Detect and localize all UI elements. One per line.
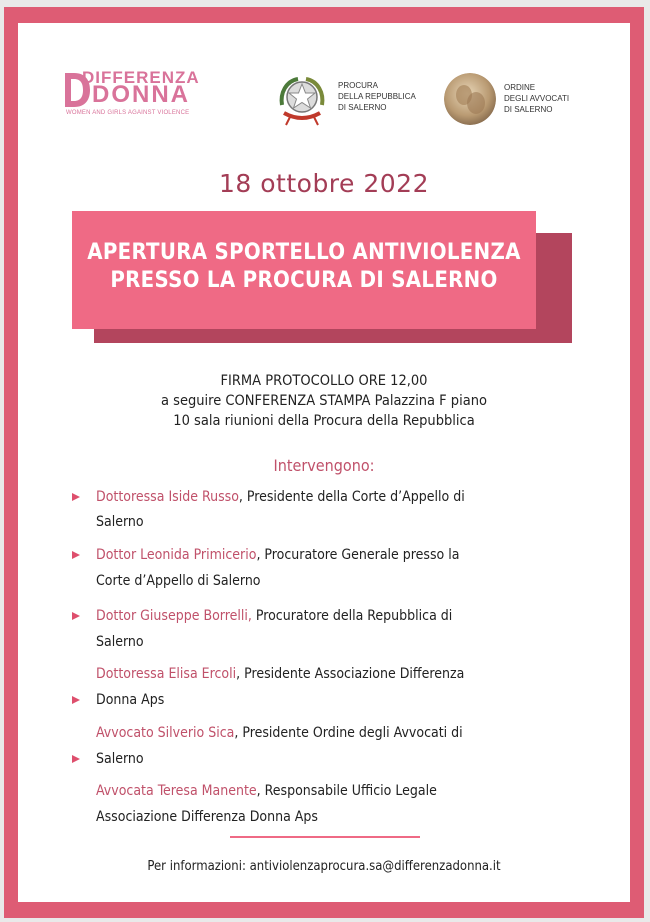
event-line1: FIRMA PROTOCOLLO ORE 12,00 [220,373,428,389]
speaker-5-line1 [96,724,463,742]
speaker-role: , Presidente della Corte d’Appello di [238,489,465,505]
ordine-line2: DEGLI AVVOCATI [504,94,570,103]
speaker-6-line2: Associazione Differenza Donna Aps [96,809,318,825]
speaker-name: Avvocata Teresa Manente [96,783,257,799]
speaker-name: Dottoressa Elisa Ercoli [96,666,237,682]
speaker-2-line1 [96,546,459,564]
title-banner [72,211,536,329]
speaker-3-line2: Salerno [96,634,144,650]
banner-title-line2: PRESSO LA PROCURA DI SALERNO [110,268,498,293]
speaker-1-line1 [96,488,465,506]
poster-content [18,23,630,902]
bullet-arrow-icon [72,696,80,704]
speaker-3-line1 [96,607,452,625]
italian-republic-emblem-icon [276,71,328,127]
speaker-name: Dottor Leonida Primicerio [96,547,257,563]
procura-line1: PROCURA [338,81,379,90]
event-date: 18 ottobre 2022 [218,169,429,198]
speaker-6-line1 [96,782,437,800]
speaker-role: Procuratore della Repubblica di [251,608,453,624]
speaker-role: , Procuratore Generale presso la [256,547,460,563]
speaker-1-line2: Salerno [96,514,144,530]
bullet-arrow-icon [72,493,80,501]
ordine-avvocati-medallion-icon [444,73,496,125]
speaker-role: , Presidente Ordine degli Avvocati di [234,725,463,741]
event-line3: 10 sala riunioni della Procura della Repubblica [173,413,475,429]
speaker-name: Dottoressa Iside Russo [96,489,239,505]
speaker-4-line1 [96,665,464,683]
speaker-name: Dottor Giuseppe Borrelli, [96,608,252,624]
banner-title-line1: APERTURA SPORTELLO ANTIVIOLENZA [87,240,521,265]
poster-frame [4,7,644,918]
speakers-heading: Intervengono: [273,456,375,475]
ordine-line1: ORDINE [504,83,536,92]
contact-info: Per informazioni: antiviolenzaprocura.sa@differenzadonna.it [147,859,501,874]
event-details [18,371,630,431]
procura-line2: DELLA REPUBBLICA [338,92,416,101]
bullet-arrow-icon [72,612,80,620]
event-line2: a seguire CONFERENZA STAMPA Palazzina F piano [161,393,487,409]
divider-line [230,836,420,838]
logo-line1: DIFFERENZA [82,68,200,87]
speaker-role: , Presidente Associazione Differenza [236,666,465,682]
speaker-4-line2: Donna Aps [96,692,165,708]
speaker-name: Avvocato Silverio Sica [96,725,235,741]
bullet-arrow-icon [72,755,80,763]
ordine-label [504,82,569,115]
ordine-line3: DI SALERNO [504,105,553,114]
logo-line2: DONNA [92,81,190,108]
speaker-5-line2: Salerno [96,751,144,767]
procura-line3: DI SALERNO [338,103,387,112]
bullet-arrow-icon [72,551,80,559]
logo-tagline: WOMEN AND GIRLS AGAINST VIOLENCE [66,110,190,116]
procura-label [338,80,416,113]
speaker-role: , Responsabile Ufficio Legale [256,783,437,799]
differenza-donna-logo [62,65,222,123]
speaker-2-line2: Corte d’Appello di Salerno [96,573,261,589]
